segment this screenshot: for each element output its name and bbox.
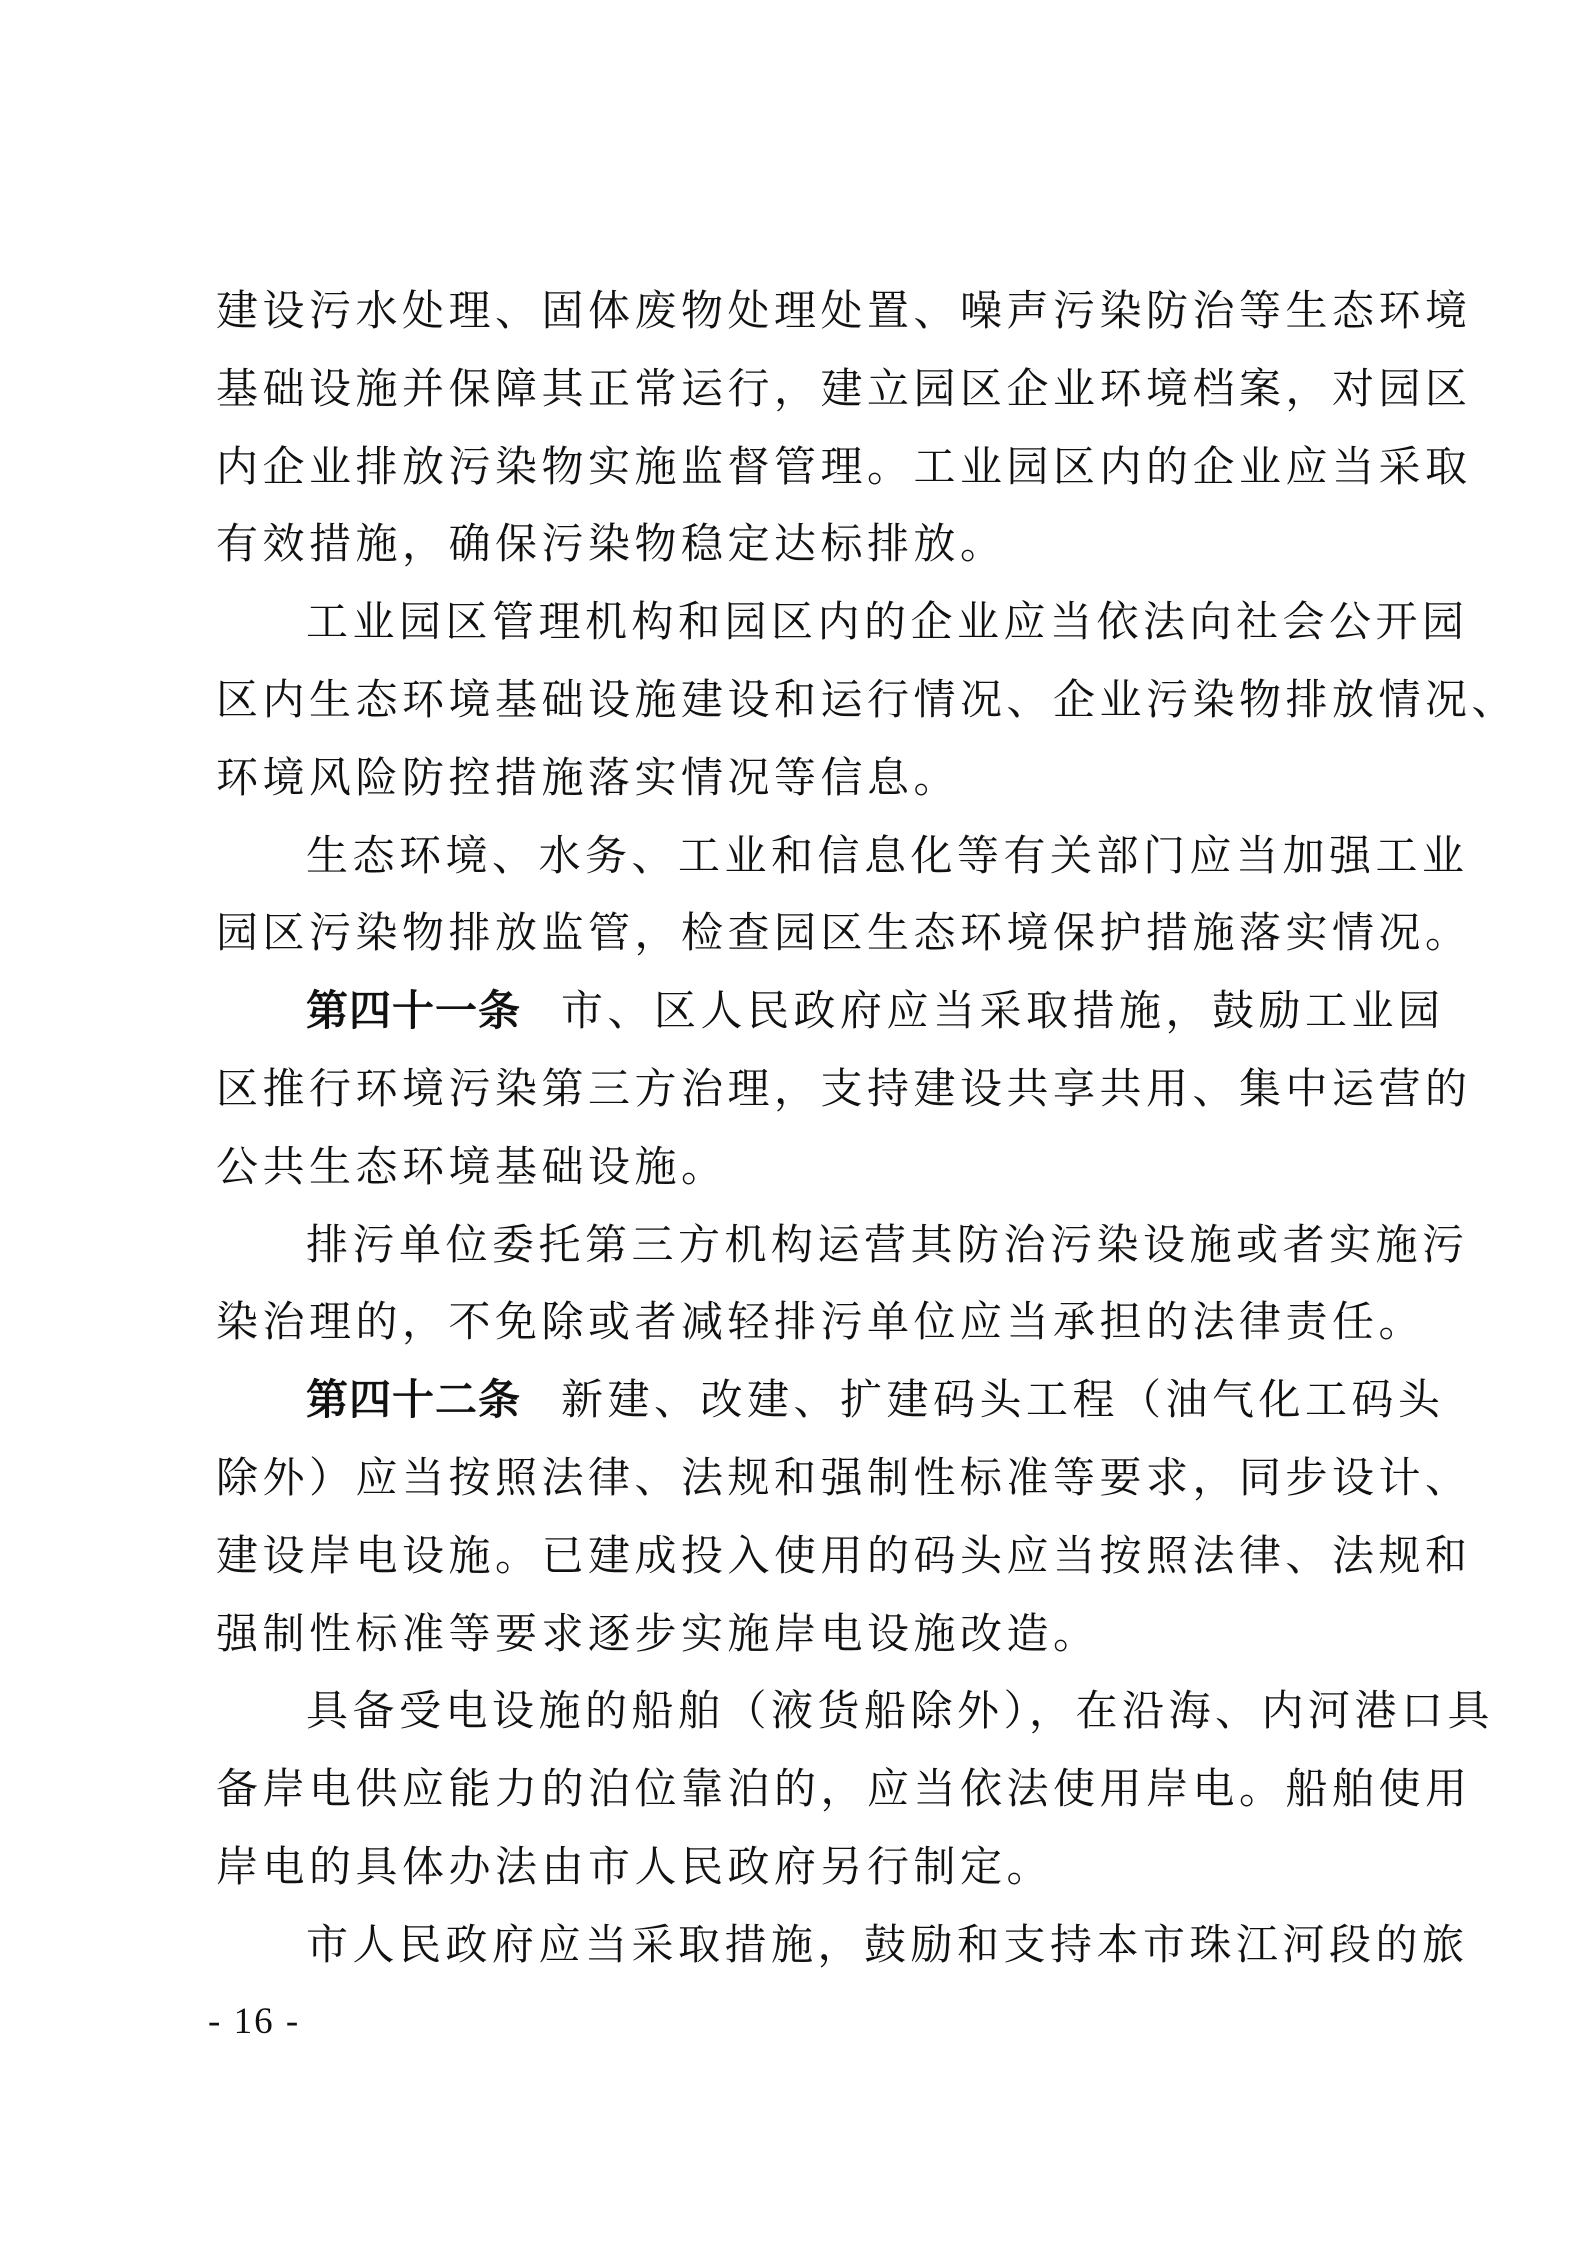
- article-41-line: [216, 972, 1445, 1050]
- text-line: 备岸电供应能力的泊位靠泊的，应当依法使用岸电。船舶使用: [216, 1764, 1472, 1814]
- paragraph-start-line: 排污单位委托第三方机构运营其防治污染设施或者实施污: [306, 1219, 1469, 1269]
- text-line: 除外）应当按照法律、法规和强制性标准等要求，同步设计、: [216, 1452, 1472, 1502]
- text-line: 内企业排放污染物实施监督管理。工业园区内的企业应当采取: [216, 441, 1472, 491]
- page-number: - 16 -: [208, 2001, 301, 2042]
- article-42-heading: 第四十二条: [306, 1375, 522, 1425]
- text-line: 建设岸电设施。已建成投入使用的码头应当按照法律、法规和: [216, 1530, 1472, 1580]
- text-line: 公共生态环境基础设施。: [216, 1141, 728, 1191]
- paragraph-start-line: 工业园区管理机构和园区内的企业应当依法向社会公开园: [306, 597, 1469, 647]
- paragraph-start-line: 市人民政府应当采取措施，鼓励和支持本市珠江河段的旅: [306, 1919, 1469, 1969]
- article-41-text: 市、区人民政府应当采取措施，鼓励工业园: [561, 986, 1445, 1036]
- text-line: 区推行环境污染第三方治理，支持建设共享共用、集中运营的: [216, 1063, 1472, 1113]
- text-line: 染治理的，不免除或者减轻排污单位应当承担的法律责任。: [216, 1297, 1426, 1347]
- text-line: 岸电的具体办法由市人民政府另行制定。: [216, 1841, 1054, 1891]
- text-line: 强制性标准等要求逐步实施岸电设施改造。: [216, 1608, 1100, 1658]
- text-line: 基础设施并保障其正常运行，建立园区企业环境档案，对园区: [216, 363, 1472, 413]
- paragraph-start-line: 生态环境、水务、工业和信息化等有关部门应当加强工业: [306, 830, 1469, 880]
- body-text: [216, 272, 1519, 1984]
- article-41-heading: 第四十一条: [306, 986, 522, 1036]
- article-42-text: 新建、改建、扩建码头工程（油气化工码头: [561, 1375, 1445, 1425]
- article-42-line: [216, 1361, 1445, 1439]
- text-line: 园区污染物排放监管，检查园区生态环境保护措施落实情况。: [216, 908, 1472, 958]
- paragraph-start-line: 具备受电设施的船舶（液货船除外），在沿海、内河港口具: [306, 1686, 1495, 1736]
- text-line: 环境风险防控措施落实情况等信息。: [216, 752, 961, 802]
- text-line: 建设污水处理、固体废物处理处置、噪声污染防治等生态环境: [216, 286, 1472, 335]
- text-line: 区内生态环境基础设施建设和运行情况、企业污染物排放情况、: [216, 674, 1519, 724]
- text-line: 有效措施，确保污染物稳定达标排放。: [216, 519, 1007, 569]
